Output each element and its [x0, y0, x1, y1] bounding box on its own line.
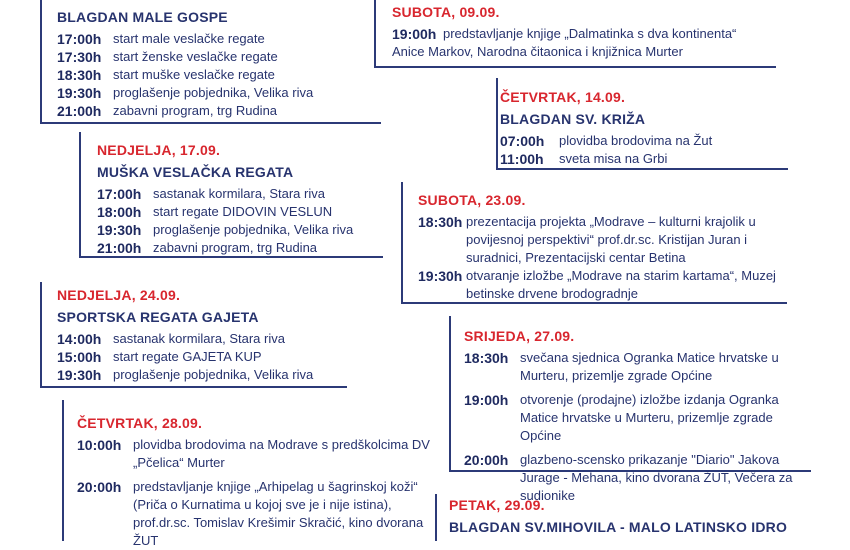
schedule-row	[77, 436, 437, 472]
event-time: 14:00h	[57, 331, 102, 347]
event-text: glazbeno-scensko prikazanje "Diario" Jakova Jurage - Mehana, kino dvorana ŽUT, Večera za sudionike	[520, 452, 793, 503]
event-text: svečana sjednica Ogranka Matice hrvatske u Murteru, prizemlje zgrade Općine	[520, 350, 779, 383]
schedule-row	[500, 132, 712, 150]
event-day: NEDJELJA, 24.09.	[57, 287, 181, 303]
schedule-row	[464, 391, 814, 445]
event-time: 19:30h	[57, 85, 102, 101]
event-block-subota-2309	[418, 191, 788, 303]
event-text: otvorenje (prodajne) izložbe izdanja Ogranka Matice hrvatske u Murteru, prizemlje zgrade Općine	[520, 392, 779, 443]
frame-line	[40, 386, 347, 388]
event-block-subota-0909	[392, 3, 736, 61]
event-time: 18:30h	[418, 214, 463, 230]
schedule-row	[392, 25, 736, 43]
schedule-row	[57, 102, 313, 120]
event-text: Anice Markov, Narodna čitaonica i knjižnica Murter	[392, 44, 683, 59]
schedule-row	[97, 221, 353, 239]
event-time: 21:00h	[97, 240, 142, 256]
event-text: start ženske veslačke regate	[113, 49, 278, 64]
schedule-row	[77, 478, 437, 550]
event-text: proglašenje pobjednika, Velika riva	[113, 85, 314, 100]
event-text: start male veslačke regate	[113, 31, 265, 46]
event-title: MUŠKA VESLAČKA REGATA	[97, 164, 294, 180]
frame-line	[40, 282, 42, 388]
event-day: PETAK, 29.09.	[449, 497, 545, 513]
event-text: start muške veslačke regate	[113, 67, 275, 82]
schedule-row	[418, 213, 788, 267]
event-text: predstavljanje knjige „Dalmatinka s dva kontinenta“	[443, 26, 737, 41]
event-time: 17:00h	[97, 186, 142, 202]
frame-line	[374, 66, 776, 68]
event-time: 19:30h	[97, 222, 142, 238]
event-time: 19:30h	[418, 268, 463, 284]
event-time: 18:30h	[464, 350, 509, 366]
event-time: 17:00h	[57, 31, 102, 47]
schedule-row	[57, 66, 313, 84]
event-text: otvaranje izložbe „Modrave na starim kartama“, Muzej betinske drvene brodogradnje	[466, 268, 776, 301]
event-text: start regate GAJETA KUP	[113, 349, 262, 364]
frame-line	[40, 0, 42, 124]
frame-line	[496, 78, 498, 170]
event-time: 17:30h	[57, 49, 102, 65]
schedule-row	[57, 48, 313, 66]
event-time: 19:30h	[57, 367, 102, 383]
frame-line	[496, 168, 788, 170]
schedule-row	[57, 30, 313, 48]
schedule-row	[57, 366, 313, 384]
event-time: 20:00h	[464, 452, 509, 468]
event-title: BLAGDAN SV.MIHOVILA - MALO LATINSKO IDRO	[449, 519, 788, 535]
event-text: plovidba brodovima na Žut	[559, 133, 713, 148]
event-title: BLAGDAN MALE GOSPE	[57, 9, 228, 25]
schedule-row	[97, 185, 353, 203]
event-time: 18:30h	[57, 67, 102, 83]
event-text: predstavljanje knjige „Arhipelag u šagrinskoj koži“ (Priča o Kurnatima u kojoj sve je i nije istina), prof.dr.sc. Tomislav Krešimir Skračić, kino dvorana ŽUT	[133, 479, 424, 548]
event-time: 07:00h	[500, 133, 545, 149]
event-day: SRIJEDA, 27.09.	[464, 328, 575, 344]
frame-line	[401, 182, 403, 304]
event-text: plovidba brodovima na Modrave s predškolcima DV „Pčelica“ Murter	[133, 437, 430, 470]
schedule-row	[500, 150, 712, 168]
event-block-srijeda-2709	[464, 327, 814, 505]
event-time: 19:00h	[392, 26, 437, 42]
frame-line	[40, 122, 381, 124]
event-time: 18:00h	[97, 204, 142, 220]
event-text: zabavni program, trg Rudina	[113, 103, 278, 118]
schedule-row	[57, 330, 313, 348]
event-text: prezentacija projekta „Modrave – kulturni krajolik u povijesnoj perspektivi“ prof.dr.sc. Kristijan Juran i suradnici, Prezentacijski centar Betina	[466, 214, 756, 265]
event-title: SPORTSKA REGATA GAJETA	[57, 309, 259, 325]
frame-line	[374, 0, 376, 68]
event-day: NEDJELJA, 17.09.	[97, 142, 221, 158]
event-text: sveta misa na Grbi	[559, 151, 668, 166]
event-block-sv-kriza	[500, 88, 712, 168]
event-time: 10:00h	[77, 437, 122, 453]
event-text: proglašenje pobjednika, Velika riva	[113, 367, 314, 382]
event-text: sastanak kormilara, Stara riva	[113, 331, 285, 346]
event-text: sastanak kormilara, Stara riva	[153, 186, 325, 201]
schedule-row	[97, 203, 353, 221]
event-block-muska-regata	[97, 141, 353, 257]
frame-line	[79, 132, 81, 258]
event-text: proglašenje pobjednika, Velika riva	[153, 222, 354, 237]
schedule-row	[418, 267, 788, 303]
schedule-row	[57, 84, 313, 102]
event-day: SUBOTA, 23.09.	[418, 192, 526, 208]
frame-line	[449, 316, 451, 472]
schedule-row	[392, 43, 736, 61]
event-time: 11:00h	[500, 151, 544, 167]
frame-line	[62, 400, 64, 541]
event-time: 19:00h	[464, 392, 509, 408]
event-time: 21:00h	[57, 103, 102, 119]
event-block-cetvrtak-2809	[77, 414, 437, 550]
event-block-gajeta	[57, 286, 313, 384]
event-day: ČETVRTAK, 14.09.	[500, 89, 626, 105]
event-text: start regate DIDOVIN VESLUN	[153, 204, 333, 219]
event-text: zabavni program, trg Rudina	[153, 240, 318, 255]
schedule-row	[57, 348, 313, 366]
event-day: ČETVRTAK, 28.09.	[77, 415, 203, 431]
event-day: SUBOTA, 09.09.	[392, 4, 500, 20]
event-time: 20:00h	[77, 479, 122, 495]
schedule-row	[97, 239, 353, 257]
event-title: BLAGDAN SV. KRIŽA	[500, 111, 646, 127]
event-block-sv-mihovila	[449, 496, 787, 536]
event-time: 15:00h	[57, 349, 102, 365]
schedule-row	[464, 349, 814, 385]
event-block-male-gospe	[57, 8, 313, 120]
